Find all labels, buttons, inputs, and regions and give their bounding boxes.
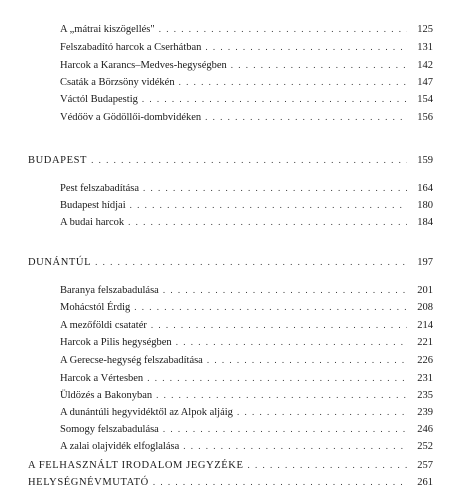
toc-leader-dots (91, 153, 407, 167)
toc-entry-vac-budapest (60, 92, 433, 106)
toc-entry-page: 184 (417, 217, 433, 228)
toc-entry-vertes (60, 371, 433, 385)
toc-section-page: 261 (417, 477, 433, 488)
toc-entry-pest (60, 181, 433, 195)
toc-section-page: 257 (417, 460, 433, 471)
toc-leader-dots (163, 422, 407, 436)
toc-entry-budapest-hidjai (60, 198, 433, 212)
toc-entry-page: 214 (417, 320, 433, 331)
toc-entry-title: Budapest hídjai (60, 200, 126, 211)
toc-section-dunantul (28, 255, 433, 269)
toc-section-title: DUNÁNTÚL (28, 257, 92, 268)
toc-section-title: HELYSÉGNÉVMUTATÓ (28, 477, 149, 488)
toc-section-title: BUDAPEST (28, 155, 88, 166)
toc-entry-gerecse (60, 353, 433, 367)
toc-leader-dots (151, 318, 407, 332)
toc-entry-budai-harcok (60, 215, 433, 229)
toc-section-irodalom-jegyzeke (28, 458, 433, 472)
toc-entry-page: 252 (417, 441, 433, 452)
toc-entry-title: A mezőföldi csatatér (60, 320, 147, 331)
toc-entry-page: 164 (417, 183, 433, 194)
toc-entry-karancs-medves (60, 58, 433, 72)
toc-section-helysegnevmutato (28, 475, 433, 489)
toc-leader-dots (128, 215, 407, 229)
toc-leader-dots (183, 439, 407, 453)
toc-entry-bakony (60, 388, 433, 402)
toc-entry-title: Harcok a Karancs–Medves-hegységben (60, 60, 227, 71)
toc-leader-dots (176, 335, 407, 349)
toc-entry-title: Pest felszabadítása (60, 183, 140, 194)
toc-entry-mezofold (60, 318, 433, 332)
toc-entry-page: 231 (417, 373, 433, 384)
toc-leader-dots (143, 181, 407, 195)
toc-section-budapest (28, 153, 433, 167)
toc-entry-page: 235 (417, 390, 433, 401)
toc-entry-title: Üldözés a Bakonyban (60, 390, 153, 401)
toc-leader-dots (163, 283, 407, 297)
toc-leader-dots (153, 475, 407, 489)
toc-entry-title: Harcok a Pilis hegységben (60, 337, 172, 348)
toc-leader-dots (231, 58, 407, 72)
toc-entry-title: A dunántúli hegyvidéktől az Alpok aljáig (60, 407, 233, 418)
toc-entry-page: 131 (417, 42, 433, 53)
toc-entry-baranya (60, 283, 433, 297)
toc-leader-dots (205, 40, 407, 54)
toc-leader-dots (134, 300, 407, 314)
toc-entry-matrai-kiszogelles (60, 22, 433, 36)
toc-entry-title: Védőöv a Gödöllői-dombvidéken (60, 112, 202, 123)
toc-leader-dots (179, 75, 407, 89)
toc-entry-title: A Gerecse-hegység felszabadítása (60, 355, 203, 366)
toc-leader-dots (130, 198, 407, 212)
toc-entry-title: Baranya felszabadulása (60, 285, 159, 296)
toc-section-page: 159 (417, 155, 433, 166)
toc-entry-borzsony (60, 75, 433, 89)
toc-entry-page: 221 (417, 337, 433, 348)
toc-entry-page: 246 (417, 424, 433, 435)
toc-leader-dots (156, 388, 407, 402)
toc-entry-title: Harcok a Vértesben (60, 373, 144, 384)
toc-entry-page: 142 (417, 60, 433, 71)
toc-entry-title: Somogy felszabadulása (60, 424, 159, 435)
toc-entry-title: A „mátrai kiszögellés" (60, 24, 155, 35)
toc-leader-dots (142, 92, 407, 106)
toc-entry-pilis (60, 335, 433, 349)
toc-leader-dots (147, 371, 407, 385)
toc-entry-page: 226 (417, 355, 433, 366)
toc-entry-godolloi-dombvidek (60, 110, 433, 124)
toc-entry-page: 125 (417, 24, 433, 35)
toc-entry-page: 239 (417, 407, 433, 418)
toc-entry-title: Váctól Budapestig (60, 94, 138, 105)
toc-entry-somogy (60, 422, 433, 436)
toc-leader-dots (207, 353, 407, 367)
toc-entry-zalai-olajvidek (60, 439, 433, 453)
toc-entry-page: 208 (417, 302, 433, 313)
toc-entry-page: 154 (417, 94, 433, 105)
toc-leader-dots (237, 405, 407, 419)
toc-leader-dots (247, 458, 407, 472)
toc-entry-title: A budai harcok (60, 217, 125, 228)
toc-entry-mohacs-erd (60, 300, 433, 314)
toc-entry-title: A zalai olajvidék elfoglalása (60, 441, 180, 452)
toc-entry-title: Mohácstól Érdig (60, 302, 131, 313)
toc-leader-dots (159, 22, 407, 36)
toc-entry-cserhat (60, 40, 433, 54)
toc-leader-dots (205, 110, 407, 124)
toc-entry-page: 147 (417, 77, 433, 88)
toc-entry-title: Csaták a Börzsöny vidékén (60, 77, 175, 88)
toc-leader-dots (95, 255, 407, 269)
toc-section-page: 197 (417, 257, 433, 268)
toc-entry-page: 156 (417, 112, 433, 123)
toc-entry-page: 180 (417, 200, 433, 211)
toc-entry-title: Felszabadító harcok a Cserhátban (60, 42, 202, 53)
toc-entry-alpok-alja (60, 405, 433, 419)
toc-section-title: A FELHASZNÁLT IRODALOM JEGYZÉKE (28, 460, 244, 471)
toc-entry-page: 201 (417, 285, 433, 296)
